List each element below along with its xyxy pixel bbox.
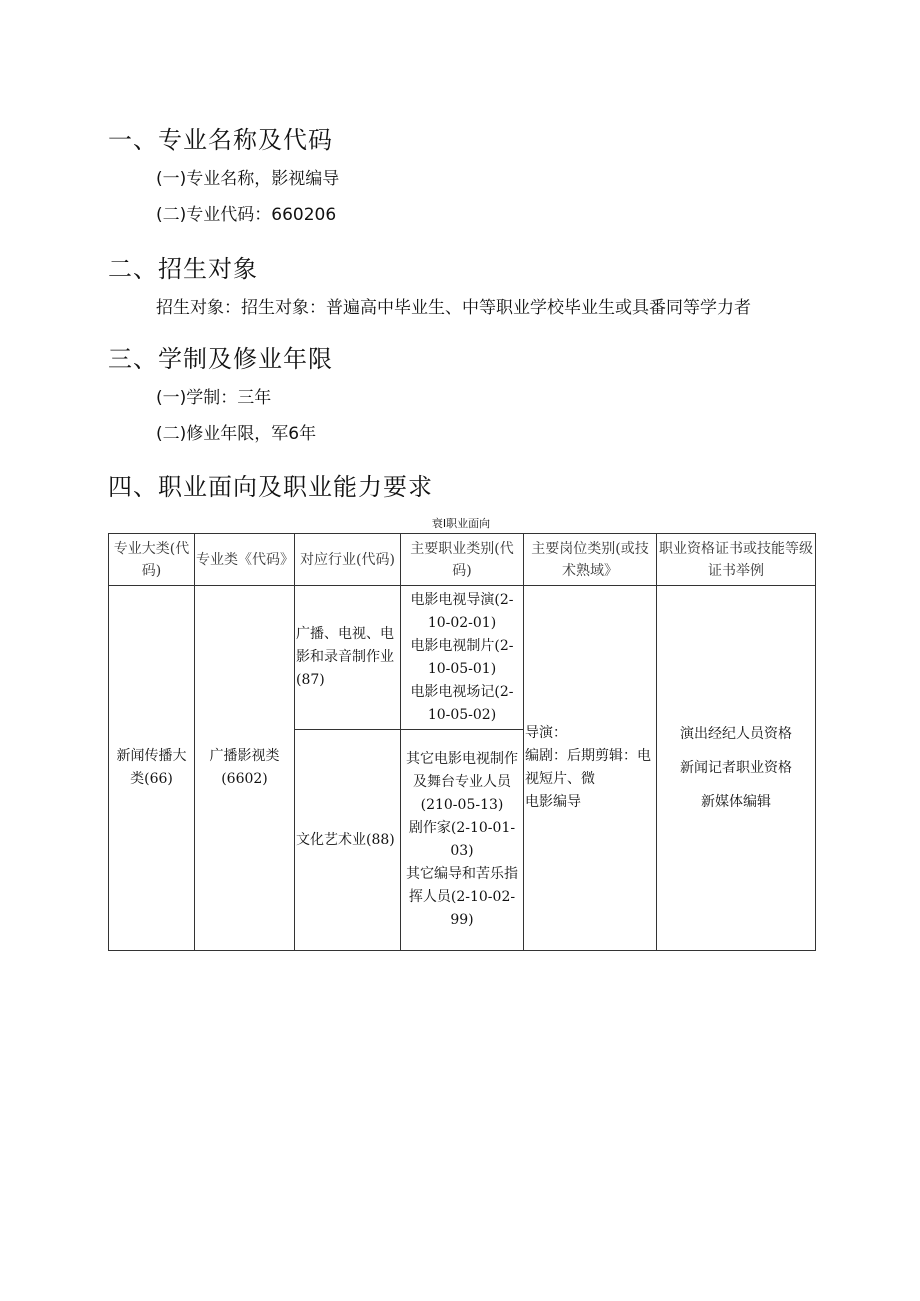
major-category-cell: 新闻传播大类(66) (109, 586, 195, 951)
section-heading-4: 四、职业面向及职业能力要求 (108, 473, 433, 501)
certificate-cell (657, 586, 816, 951)
major-code-line: (二)专业代码：660206 (156, 205, 337, 225)
section-heading-3: 三、学制及修业年限 (108, 345, 333, 373)
table-caption: 衰I职业面向 (431, 517, 491, 530)
certificate-item: 新媒体编辑 (701, 793, 771, 810)
section-heading-2: 二、招生对象 (108, 255, 258, 283)
occupation-table (108, 533, 816, 951)
certificate-item: 演出经纪人员资格 (680, 725, 792, 742)
occupation-item: 其它电影电视制作及舞台专业人员(210-05-13) (406, 751, 518, 813)
occupation-item: 其它编导和苦乐指挥人员(2-10-02-99) (406, 866, 518, 928)
certificate-item: 新闻记者职业资格 (680, 759, 792, 776)
schooling-system-line: (一)学制：三年 (156, 388, 272, 408)
position-item: 电影编导 (525, 794, 581, 810)
industry-cell: 文化艺术业(88) (295, 730, 401, 951)
position-item: 导演： (525, 725, 567, 741)
header-position: 主要岗位类别(或技术熟域》 (524, 534, 657, 586)
major-class-cell: 广播影视类(6602) (195, 586, 295, 951)
occupation-item: 电影电视导演(2-10-02-01) (410, 591, 514, 631)
occupation-list (401, 730, 524, 951)
occupation-list (401, 586, 524, 730)
header-industry: 对应行业(代码) (295, 534, 401, 586)
table-row (109, 586, 816, 730)
occupation-item: 电影电视制片(2-10-05-01) (410, 637, 514, 677)
table-header-row (109, 534, 816, 586)
major-name-line: (一)专业名称，影视编导 (156, 169, 340, 189)
position-item: 编剧：后期剪辑：电视短片、微 (525, 748, 651, 787)
position-cell (524, 586, 657, 951)
header-major-category: 专业大类(代码) (109, 534, 195, 586)
occupation-item: 电影电视场记(2-10-05-02) (410, 683, 514, 723)
occupation-item: 剧作家(2-10-01-03) (408, 820, 516, 859)
section-heading-1: 一、专业名称及代码 (108, 126, 333, 154)
enrollment-target-line: 招生对象：招生对象：普遍高中毕业生、中等职业学校毕业生或具番同等学力者 (156, 298, 751, 318)
industry-cell: 广播、电视、电影和录音制作业(87) (295, 586, 401, 730)
header-certificate: 职业资格证书或技能等级证书举例 (657, 534, 816, 586)
header-major-class: 专业类《代码》 (195, 534, 295, 586)
header-occupation: 主要职业类别(代码) (401, 534, 524, 586)
study-duration-line: (二)修业年限，军6年 (156, 424, 317, 444)
